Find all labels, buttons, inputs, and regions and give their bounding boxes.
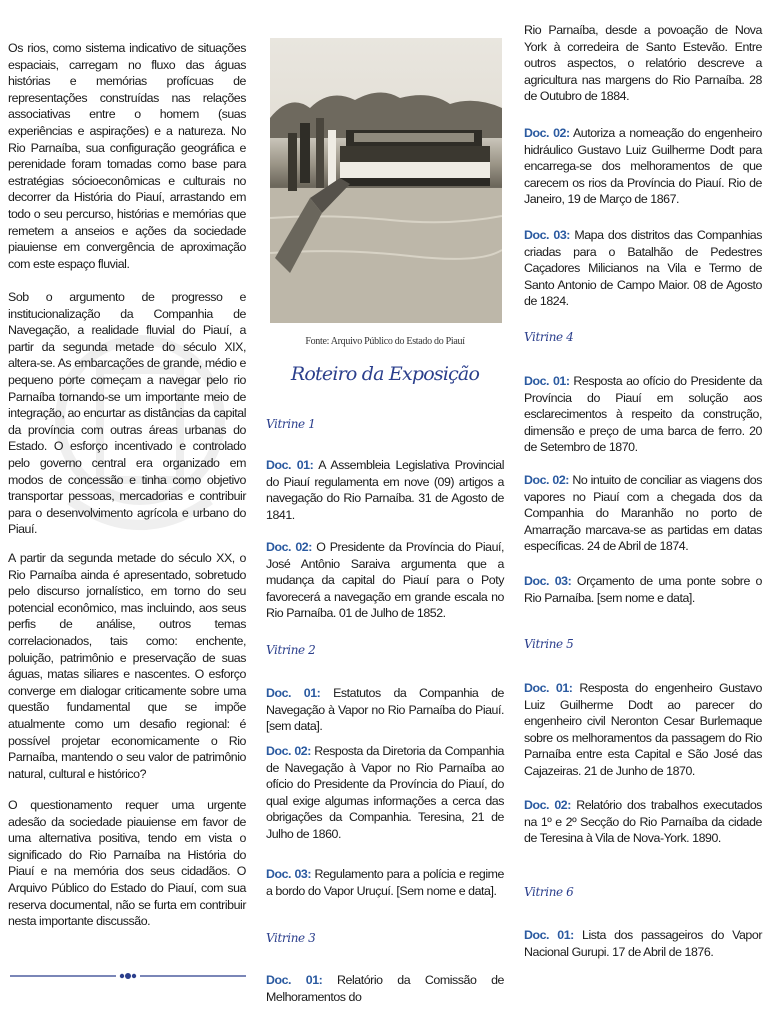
divider-ornament: [10, 969, 246, 983]
vitrine-1-heading: Vitrine 1: [266, 417, 316, 431]
photo-caption: Fonte: Arquivo Público do Estado do Piauí: [305, 336, 465, 347]
doc-text: Orçamento de uma ponte sobre o Rio Parnaíba. [sem nome e data].: [524, 574, 762, 605]
vitrine-5-doc-2: [524, 797, 762, 847]
vitrine-6-doc-1: [524, 927, 762, 960]
intro-paragraph-4: O questionamento requer uma urgente adesão da sociedade piauiense em favor de uma alternativa positiva, tendo em vista o significado do Rio Parnaíba na História do Piauí e na memória dos seus cidadãos. O Arquivo Público do Estado do Piauí, com sua reserva documental, não se furta em contribuir nesta importante discussão.: [8, 798, 246, 929]
vitrine-5-heading: Vitrine 5: [524, 637, 574, 651]
doc-label: Doc. 02:: [266, 744, 311, 758]
doc-label: Doc. 01:: [266, 973, 323, 987]
vitrine-3-heading: Vitrine 3: [266, 931, 316, 945]
doc-label: Doc. 03:: [266, 867, 312, 881]
doc-text: O Presidente da Província do Piauí, José Antônio Saraiva argumenta que a mudança da capital do Piauí para o Poty favorecerá a navegação em grande escala no Rio Parnaíba. 01 de Julho de 1852.: [266, 540, 504, 621]
vitrine-5-doc-1: [524, 680, 762, 780]
doc-label: Doc. 01:: [266, 458, 314, 472]
doc-label: Doc. 01:: [266, 686, 321, 700]
vitrine-1-doc-1: [266, 457, 504, 523]
vitrine-4-doc-1: [524, 373, 762, 456]
doc-text: Relatório da Comissão de Melhoramentos do: [266, 973, 504, 1004]
doc-text: Mapa dos distritos das Companhias criadas para o Batalhão de Pedestres Caçadores Milicianos na Vila e Termo de Santo Antonio de Campo Maior. 08 de Agosto de 1824.: [524, 228, 762, 309]
intro-paragraph-2: Sob o argumento de progresso e institucionalização da Companhia de Navegação, a realidade fluvial do Piauí, a partir da segunda metade do século XIX, altera-se. As embarcações de grande, médio e pequeno porte começam a navegar pelo rio Parnaíba tornando-se um importante meio de integração, ao encurtar as distâncias da capital da província com outras áreas urbanas do Estado. O esforço incentivado e controlado pelo governo central era organizado em modos de concessão e tinha como objetivo transportar pessoas, mercadorias e contribuir para o desenvolvimento agrícola e urbano do Piauí.: [8, 290, 246, 537]
vitrine-3-doc-1-continued: [524, 22, 762, 105]
doc-label: Doc. 02:: [524, 473, 569, 487]
doc-text: Estatutos da Companhia de Navegação à Vapor no Rio Parnaíba do Piauí. [sem data].: [266, 686, 504, 734]
vitrine-6-heading: Vitrine 6: [524, 885, 574, 899]
doc-text: A Assembleia Legislativa Provincial do Piauí regulamenta em nove (09) artigos a navegação do Rio Parnaíba. 31 de Agosto de 1841.: [266, 458, 504, 522]
doc-label: Doc. 01:: [524, 928, 574, 942]
vitrine-4-doc-3: [524, 573, 762, 606]
intro-paragraph-1: Os rios, como sistema indicativo de situações espaciais, carregam no fluxo das águas histórias e memórias profícuas de representações construídas nas relações associativas entre o homem (suas experiências e aspirações) e a natureza. No Rio Parnaíba, sua configuração geográfica e perenidade foram tomadas como base para estratégias sócioeconômicas e culturais no decorrer da História do Piauí, arrastando em todo o seu percurso, histórias e memórias que remetem a anseios e ações da sociedade piauiense em convergência de aproximação com este espaço fluvial.: [8, 41, 246, 271]
vitrine-3-doc-2: [524, 125, 762, 208]
doc-text: Resposta da Diretoria da Companhia de Navegação à Vapor no Rio Parnaíba ao ofício do Presidente da Província do Piauí, do qual exige algumas informações a cerca das obrigações da Companhia. Teresina, 21 de Julho de 1860.: [266, 744, 504, 841]
vitrine-3-doc-3: [524, 227, 762, 310]
doc-text: Lista dos passageiros do Vapor Nacional Gurupi. 17 de Abril de 1876.: [524, 928, 762, 959]
vitrine-3-doc-1-start: [266, 972, 504, 1006]
doc-text: Resposta do engenheiro Gustavo Luiz Guilherme Dodt ao parecer do engenheiro civil Neronton Cesar Burlemaque sobre os melhoramentos da passagem do Rio Parnaíba entre esta Capital e São José das Cajazeiras. 21 de Junho de 1870.: [524, 681, 762, 778]
doc-label: Doc. 01:: [524, 681, 573, 695]
doc-label: Doc. 02:: [266, 540, 312, 554]
vitrine-1-doc-2: [266, 539, 504, 622]
doc-label: Doc. 02:: [524, 126, 570, 140]
vitrine-2-doc-1: [266, 685, 504, 735]
doc-label: Doc. 02:: [524, 798, 571, 812]
vitrine-2-doc-3: [266, 866, 504, 899]
vitrine-4-heading: Vitrine 4: [524, 330, 574, 344]
vitrine-2-doc-2: [266, 743, 504, 843]
doc-text: Autoriza a nomeação do engenheiro hidráulico Gustavo Luiz Guilherme Dodt para encarrega-se dos melhoramentos de que carecem os rios da Província do Piauí. Rio de Janeiro, 19 de Março de 1867.: [524, 126, 762, 207]
doc-label: Doc. 03:: [524, 228, 570, 242]
doc-text: No intuito de conciliar as viagens dos vapores no Piauí com a chegada dos da Companhia do Maranhão no porto de Amarração marcava-se as partidas em datas específicas. 24 de Abril de 1874.: [524, 473, 762, 554]
vitrine-2-heading: Vitrine 2: [266, 643, 316, 657]
doc-text: Resposta ao ofício do Presidente da Província do Piauí em solução aos esclarecimentos à respeito da construção, dimensão e preço de uma barca de ferro. 20 de Setembro de 1870.: [524, 374, 762, 455]
doc-text: Rio Parnaíba, desde a povoação de Nova York à corredeira de Santo Estevão. Entre outros aspectos, o relatório descreve a agricultura nas margens do Rio Parnaíba. 28 de Outubro de 1884.: [524, 23, 762, 104]
historical-boat-photo: [270, 38, 502, 323]
vitrine-4-doc-2: [524, 472, 762, 555]
doc-text: Regulamento para a polícia e regime a bordo do Vapor Uruçuí. [Sem nome e data].: [266, 867, 504, 898]
doc-text: Relatório dos trabalhos executados na 1º e 2º Secção do Rio Parnaíba da cidade de Teresina à Vila de Nova-York. 1890.: [524, 798, 763, 846]
exhibition-roadmap-title: Roteiro da Exposição: [290, 363, 480, 385]
doc-label: Doc. 01:: [524, 374, 570, 388]
doc-label: Doc. 03:: [524, 574, 572, 588]
intro-paragraph-3: A partir da segunda metade do século XX, o Rio Parnaíba ainda é apresentado, sobretudo pelo discurso jornalístico, em torno do seu potencial econômico, mas incluindo, aos seus perfis de análise, outros temas correlacionados, tais como: enchente, poluição, patrimônio e preservação de suas águas, matas siliares e nascentes. O esforço converge em dialogar criticamente sobre uma questão fundamental que se impõe atualmente como um desafio regional: é possível projetar economicamente o Rio Parnaíba, mantendo o seu valor de patrimônio natural, cultural e histórico?: [8, 551, 246, 781]
